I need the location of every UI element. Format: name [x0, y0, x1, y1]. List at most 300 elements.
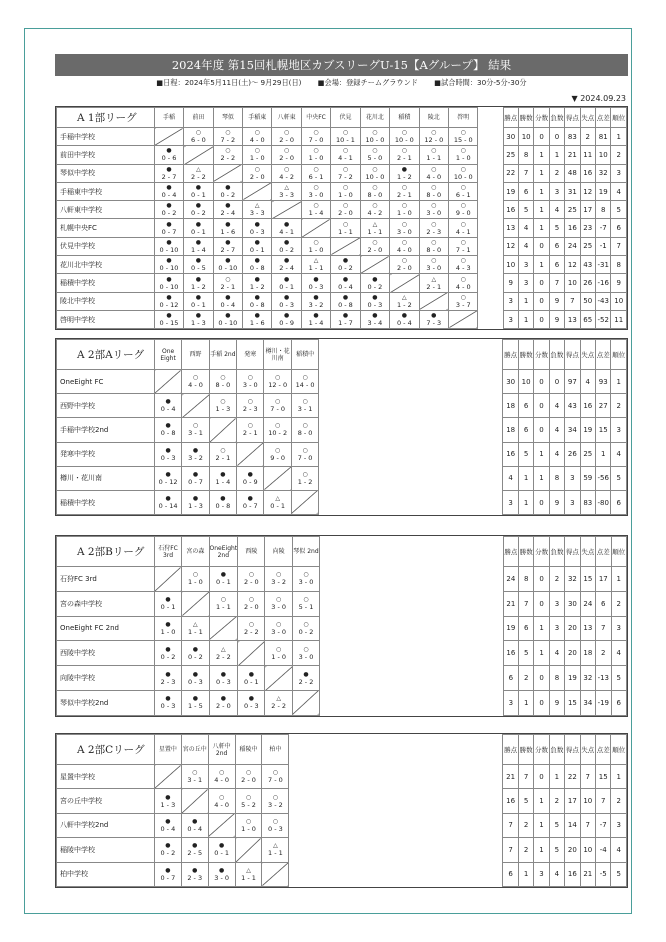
stat-value: -52	[595, 310, 610, 328]
match-result-cell	[264, 418, 291, 442]
result-mark: ○	[272, 817, 279, 825]
opponent-header: 八軒東	[272, 108, 301, 128]
match-result-cell	[184, 164, 213, 182]
result-mark: ○	[401, 202, 407, 210]
match-result-cell	[182, 490, 209, 514]
spacer	[319, 370, 503, 394]
score: 0 - 1	[279, 282, 294, 291]
score: 0 - 10	[159, 264, 179, 273]
stat-value: 2	[549, 164, 564, 182]
stat-value: 16	[503, 442, 518, 466]
stat-value: 17	[565, 789, 580, 813]
stat-value: 6	[611, 690, 626, 715]
match-result-cell	[292, 567, 319, 592]
match-result-cell	[154, 690, 181, 715]
score: 1 - 4	[308, 209, 324, 218]
score: 2 - 2	[215, 652, 231, 661]
match-result-cell	[291, 442, 318, 466]
result-mark: ●	[372, 312, 378, 320]
stat-value: 20	[565, 838, 580, 862]
stat-value: -19	[596, 690, 611, 715]
result-mark: ●	[166, 312, 172, 320]
result-mark: ○	[313, 184, 319, 192]
stat-value: 16	[565, 862, 580, 886]
spacer	[320, 591, 503, 616]
match-result-cell	[235, 862, 262, 886]
result-mark: ●	[192, 446, 199, 454]
stat-value: 18	[580, 641, 595, 666]
match-result-cell	[419, 201, 448, 219]
stat-value: 20	[565, 616, 580, 641]
result-mark: ●	[431, 312, 437, 320]
stat-value: 3	[549, 616, 564, 641]
opponent-header: 琴似 2nd	[292, 537, 319, 567]
result-mark: ○	[313, 165, 319, 173]
score: 2 - 1	[215, 453, 231, 462]
info-line	[55, 78, 628, 88]
stat-header: 勝数	[518, 108, 533, 128]
stat-value: 11	[611, 310, 627, 328]
update-date: ▼ 2024.09.23	[571, 94, 626, 103]
team-name: 向陵中学校	[57, 666, 155, 691]
match-result-cell	[291, 370, 318, 394]
score: 2 - 0	[249, 172, 265, 181]
self-match-cell	[154, 370, 181, 394]
result-mark: ○	[401, 184, 407, 192]
score: 0 - 7	[188, 477, 203, 486]
stat-value: 6	[518, 182, 533, 200]
score: 1 - 3	[160, 800, 176, 809]
result-mark: ●	[166, 238, 172, 246]
match-result-cell	[449, 201, 478, 219]
result-mark: ●	[166, 275, 172, 283]
result-mark: ○	[219, 793, 225, 801]
score: 7 - 0	[308, 136, 324, 145]
table-row	[57, 418, 627, 442]
league-name: A 2部Cリーグ	[57, 735, 155, 765]
result-mark: ○	[225, 129, 231, 137]
stat-value: 5	[518, 201, 533, 219]
stat-value: 16	[580, 164, 595, 182]
score: 3 - 0	[214, 873, 229, 882]
result-mark: ●	[225, 184, 231, 192]
result-mark: ●	[284, 238, 290, 246]
result-mark: ●	[401, 312, 407, 320]
stat-value: 8	[519, 567, 534, 592]
score: 2 - 0	[243, 578, 259, 587]
match-result-cell	[237, 394, 264, 418]
result-mark: ●	[284, 275, 290, 283]
score: 0 - 3	[249, 227, 265, 236]
result-mark: ●	[254, 220, 260, 228]
result-mark: ○	[284, 165, 290, 173]
stat-value: 1	[534, 201, 549, 219]
score: 3 - 2	[188, 453, 203, 462]
match-result-cell	[213, 201, 242, 219]
stat-value: 1	[534, 219, 549, 237]
match-result-cell	[390, 292, 419, 310]
match-result-cell	[154, 146, 183, 164]
self-match-cell	[182, 591, 209, 616]
result-mark: ○	[401, 129, 407, 137]
match-result-cell	[213, 237, 242, 255]
match-result-cell	[154, 219, 183, 237]
page-title: 2024年度 第15回札幌地区カブスリーグU-15【Aグループ】 結果	[55, 54, 628, 76]
self-match-cell	[208, 813, 235, 837]
stat-value: 0	[534, 394, 549, 418]
stat-value: 25	[580, 442, 595, 466]
match-result-cell	[301, 274, 330, 292]
opponent-header: 琴似	[213, 108, 242, 128]
stat-value: -16	[595, 274, 610, 292]
stat-value: 0	[534, 591, 549, 616]
table-row	[57, 394, 627, 418]
result-mark: ○	[303, 571, 309, 579]
stat-value: 15	[580, 567, 595, 592]
stat-value: 7	[596, 789, 611, 813]
result-mark: ○	[460, 147, 466, 155]
stat-value: 16	[503, 789, 518, 813]
match-result-cell	[449, 219, 478, 237]
result-mark: ●	[284, 257, 290, 265]
stat-value: -4	[596, 838, 611, 862]
score: 0 - 1	[243, 677, 259, 686]
score: 0 - 2	[187, 652, 203, 661]
score: 0 - 10	[159, 282, 179, 291]
stat-value: 6	[519, 616, 534, 641]
match-result-cell	[154, 591, 181, 616]
stat-header: 得点	[565, 735, 580, 765]
score: 5 - 2	[241, 800, 256, 809]
result-mark: ○	[431, 165, 437, 173]
stat-value: 3	[611, 813, 627, 837]
stat-value: 15	[596, 765, 611, 789]
score: 1 - 2	[249, 282, 265, 291]
result-mark: ●	[165, 446, 171, 454]
match-result-cell	[182, 641, 209, 666]
stat-value: 48	[565, 164, 580, 182]
score: 0 - 7	[160, 873, 176, 882]
self-match-cell	[238, 641, 265, 666]
stat-value: 0	[534, 490, 549, 514]
score: 1 - 0	[160, 627, 176, 636]
stat-value: 6	[596, 591, 611, 616]
score: 6 - 0	[191, 136, 206, 145]
result-mark: △	[273, 842, 278, 850]
stat-value: 2	[596, 641, 611, 666]
score: 1 - 7	[338, 319, 353, 328]
stat-value: 16	[503, 641, 518, 666]
spacer	[478, 108, 503, 128]
result-mark: ●	[195, 293, 202, 301]
stat-header: 分数	[534, 735, 549, 765]
stat-value: 4	[503, 466, 518, 490]
table-row	[57, 789, 627, 813]
match-result-cell	[390, 164, 419, 182]
team-name: 稲積中学校	[57, 274, 155, 292]
match-result-cell	[449, 128, 478, 146]
self-match-cell	[265, 666, 292, 691]
match-result-cell	[390, 201, 419, 219]
team-name: 稲陵中学校	[57, 838, 155, 862]
stat-header: 負数	[549, 537, 564, 567]
result-mark: ○	[303, 620, 309, 628]
result-mark: ○	[254, 129, 260, 137]
score: 2 - 0	[215, 702, 231, 711]
match-result-cell	[154, 292, 183, 310]
match-result-cell	[331, 146, 360, 164]
team-name: 札幌中央FC	[57, 219, 155, 237]
score: 1 - 0	[271, 652, 287, 661]
score: 2 - 1	[242, 429, 258, 438]
match-result-cell	[265, 591, 292, 616]
result-mark: ○	[431, 147, 437, 155]
spacer	[320, 537, 503, 567]
opponent-header: 柏中	[262, 735, 289, 765]
match-result-cell	[182, 466, 209, 490]
result-mark: ●	[192, 842, 198, 850]
stat-value: 16	[580, 394, 595, 418]
result-mark: ○	[460, 184, 466, 192]
score: 3 - 0	[242, 381, 258, 390]
self-match-cell	[184, 146, 213, 164]
match-result-cell	[182, 370, 209, 394]
result-mark: ○	[220, 596, 226, 604]
result-mark: ●	[195, 257, 202, 265]
self-match-cell	[154, 567, 181, 592]
score: 1 - 1	[308, 264, 324, 273]
score: 3 - 0	[271, 603, 287, 612]
result-mark: ●	[165, 793, 171, 801]
stat-value: 8	[549, 666, 564, 691]
stat-value: 20	[565, 641, 580, 666]
match-result-cell	[182, 442, 209, 466]
match-result-cell	[292, 666, 319, 691]
stat-header: 失点	[580, 340, 595, 370]
result-mark: ●	[165, 495, 171, 503]
result-mark: ○	[372, 238, 378, 246]
result-mark: ●	[284, 220, 290, 228]
score: 0 - 9	[242, 477, 258, 486]
stat-value: 4	[549, 201, 564, 219]
stat-value: 1	[611, 567, 626, 592]
match-result-cell	[154, 789, 181, 813]
opponent-header: 発寒	[237, 340, 264, 370]
score: 2 - 3	[187, 873, 203, 882]
table-row	[57, 466, 627, 490]
stat-value: 5	[549, 838, 564, 862]
result-mark: ●	[372, 275, 378, 283]
spacer	[478, 274, 503, 292]
result-mark: ●	[254, 293, 260, 301]
match-result-cell	[243, 310, 272, 328]
match-result-cell	[272, 237, 301, 255]
score: 2 - 2	[298, 677, 314, 686]
result-mark: ○	[313, 129, 319, 137]
score: 2 - 2	[220, 154, 236, 163]
stat-header: 順位	[611, 537, 626, 567]
stat-value: 9	[503, 274, 518, 292]
stat-header: 順位	[611, 735, 627, 765]
self-match-cell	[390, 274, 419, 292]
match-result-cell	[208, 789, 235, 813]
spacer	[478, 164, 503, 182]
opponent-header: 花川北	[360, 108, 389, 128]
score: 15 - 0	[453, 136, 473, 145]
score: 1 - 0	[187, 578, 203, 587]
match-result-cell	[154, 666, 181, 691]
score: 3 - 0	[271, 627, 287, 636]
score: 3 - 1	[188, 429, 203, 438]
result-mark: ○	[254, 165, 260, 173]
stat-value: 19	[503, 616, 518, 641]
stat-value: 0	[534, 310, 549, 328]
spacer	[319, 442, 503, 466]
stat-value: 3	[503, 292, 518, 310]
self-match-cell	[292, 690, 319, 715]
score: 3 - 4	[367, 319, 383, 328]
result-mark: ○	[220, 398, 226, 406]
score: 1 - 5	[187, 702, 203, 711]
opponent-header: 手稲 2nd	[209, 340, 236, 370]
score: 3 - 0	[396, 227, 412, 236]
result-mark: ●	[165, 842, 171, 850]
score: 1 - 1	[215, 603, 231, 612]
stat-value: 25	[580, 237, 595, 255]
result-mark: ●	[165, 596, 171, 604]
match-result-cell	[208, 862, 235, 886]
result-mark: ○	[247, 374, 253, 382]
score: 0 - 7	[161, 227, 177, 236]
stat-value: 0	[534, 567, 549, 592]
score: 1 - 1	[268, 849, 283, 858]
stat-value: -80	[596, 490, 611, 514]
table-row	[57, 219, 627, 237]
result-mark: ○	[460, 129, 466, 137]
score: 1 - 2	[396, 172, 412, 181]
stat-value: 11	[580, 146, 595, 164]
result-mark: ●	[166, 165, 172, 173]
match-result-cell	[243, 237, 272, 255]
result-mark: ○	[460, 293, 466, 301]
stat-value: 1	[596, 442, 611, 466]
result-mark: ●	[248, 670, 254, 678]
match-result-cell	[390, 128, 419, 146]
stat-value: 32	[595, 164, 610, 182]
result-mark: ○	[460, 165, 466, 173]
score: 6 - 1	[308, 172, 324, 181]
self-match-cell	[154, 765, 181, 789]
stat-value: 4	[580, 370, 595, 394]
result-mark: ●	[220, 495, 226, 503]
score: 0 - 2	[367, 282, 383, 291]
stat-value: 3	[549, 591, 564, 616]
result-mark: ●	[192, 470, 199, 478]
stat-value: 3	[503, 690, 518, 715]
stat-value: 7	[611, 237, 627, 255]
result-mark: ●	[220, 470, 226, 478]
stat-value: 10	[580, 838, 595, 862]
match-result-cell	[292, 616, 319, 641]
result-mark: △	[275, 495, 280, 503]
match-result-cell	[301, 201, 330, 219]
match-result-cell	[235, 789, 262, 813]
table-row	[57, 490, 627, 514]
stat-value: 9	[549, 310, 564, 328]
stat-header: 勝点	[503, 537, 518, 567]
result-mark: △	[284, 184, 289, 192]
stat-value: 1	[534, 182, 549, 200]
opponent-header: 樽川・花川南	[264, 340, 291, 370]
stat-value: 30	[503, 128, 518, 146]
stat-value: 30	[565, 591, 580, 616]
match-result-cell	[449, 274, 478, 292]
stat-value: 1	[534, 164, 549, 182]
match-result-cell	[209, 666, 238, 691]
result-mark: ○	[220, 446, 226, 454]
score: 0 - 1	[215, 578, 231, 587]
result-mark: ○	[460, 257, 466, 265]
spacer	[289, 765, 503, 789]
self-match-cell	[182, 394, 209, 418]
result-mark: ●	[401, 165, 407, 173]
stat-header: 点差	[596, 537, 611, 567]
stat-value: 1	[518, 490, 533, 514]
stat-value: 5	[611, 666, 626, 691]
score: 1 - 3	[188, 502, 203, 511]
stat-value: 1	[519, 690, 534, 715]
match-result-cell	[184, 201, 213, 219]
stat-value: -43	[595, 292, 610, 310]
spacer	[478, 310, 503, 328]
opponent-header: 中央FC	[301, 108, 330, 128]
team-name: 稲積中学校	[57, 490, 155, 514]
stat-header: 順位	[611, 108, 627, 128]
team-name: OneEight FC 2nd	[57, 616, 155, 641]
score: 0 - 2	[160, 652, 176, 661]
spacer	[478, 219, 503, 237]
stat-value: 4	[549, 641, 564, 666]
match-result-cell	[213, 219, 242, 237]
score: 2 - 0	[396, 264, 412, 273]
match-result-cell	[301, 128, 330, 146]
score: 1 - 0	[308, 154, 324, 163]
stat-value: 7	[518, 765, 533, 789]
result-mark: ○	[303, 596, 309, 604]
result-mark: ○	[302, 422, 308, 430]
score: 3 - 3	[279, 191, 294, 200]
result-mark: ○	[192, 571, 198, 579]
score: 1 - 0	[249, 154, 265, 163]
match-result-cell	[184, 182, 213, 200]
opponent-header: 宮の森	[182, 537, 209, 567]
match-result-cell	[184, 237, 213, 255]
score: 2 - 5	[187, 849, 203, 858]
stat-value: 18	[503, 418, 518, 442]
result-mark: ●	[166, 293, 172, 301]
team-name: 花川北中学校	[57, 256, 155, 274]
table-row	[57, 182, 627, 200]
match-result-cell	[154, 182, 183, 200]
stat-value: 25	[503, 146, 518, 164]
stat-value: 6	[503, 862, 518, 886]
score: 1 - 1	[367, 227, 383, 236]
stat-header: 負数	[549, 340, 564, 370]
match-result-cell	[272, 292, 301, 310]
opponent-header: 伏見	[331, 108, 360, 128]
self-match-cell	[243, 182, 272, 200]
result-mark: ○	[276, 645, 282, 653]
